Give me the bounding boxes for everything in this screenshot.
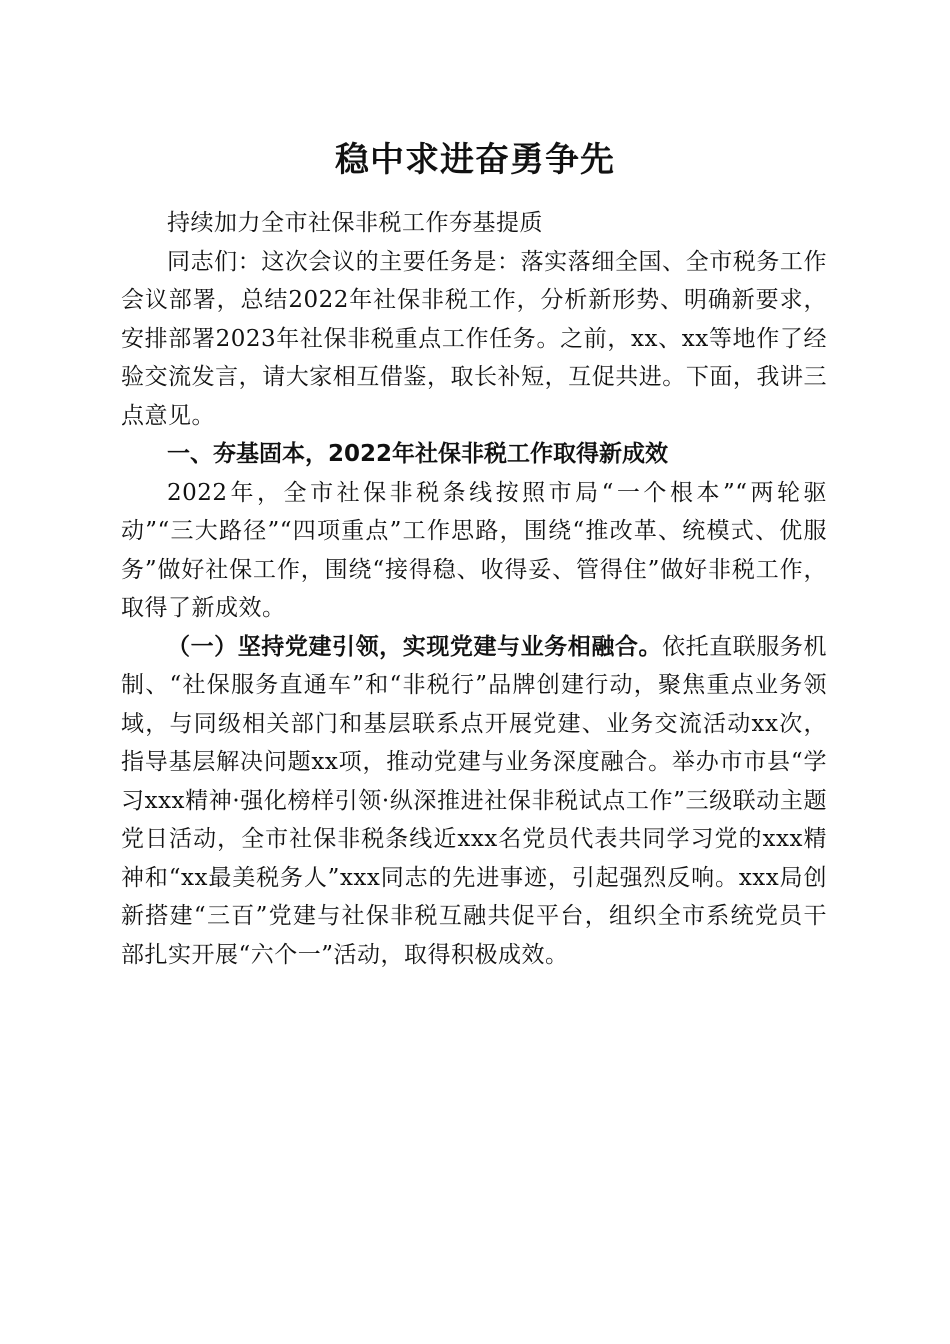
greeting-paragraph: 同志们：这次会议的主要任务是：落实落细全国、全市税务工作会议部署，总结2022年社保非税工作，分析新形势、明确新要求，安排部署2023年社保非税重点工作任务。之前，xx、xx等地作了经验交流发言，请大家相互借鉴，取长补短，互促共进。下面，我讲三点意见。 (121, 248, 827, 429)
subtitle-paragraph: 持续加力全市社保非税工作夯基提质 (167, 210, 543, 236)
document-title: 稳中求进奋勇争先 (335, 140, 615, 180)
section-1-heading: 一、夯基固本，2022年社保非税工作取得新成效 (167, 441, 669, 467)
subsection-1-lead: （一）坚持党建引领，实现党建与业务相融合。 (167, 632, 663, 660)
subsection-1-paragraph (121, 628, 827, 975)
document-body (121, 204, 827, 974)
subsection-1-body: 依托直联服务机制、“社保服务直通车”和“非税行”品牌创建行动，聚焦重点业务领域，与同级相关部门和基层联系点开展党建、业务交流活动xx次，指导基层解决问题xx项，推动党建与业务深度融合。举办市市县“学习xxx精神·强化榜样引领·纵深推进社保非税试点工作”三级联动主题党日活动，全市社保非税条线近xxx名党员代表共同学习党的xxx精神和“xx最美税务人”xxx同志的先进事迹，引起强烈反响。xxx局创新搭建“三百”党建与社保非税互融共促平台，组织全市系统党员干部扎实开展“六个一”活动，取得积极成效。 (121, 633, 828, 968)
section-1-intro-paragraph: 2022年，全市社保非税条线按照市局“一个根本”“两轮驱动”“三大路径”“四项重点”工作思路，围绕“推改革、统模式、优服务”做好社保工作，围绕“接得稳、收得妥、管得住”做好非税工作，取得了新成效。 (121, 479, 827, 621)
